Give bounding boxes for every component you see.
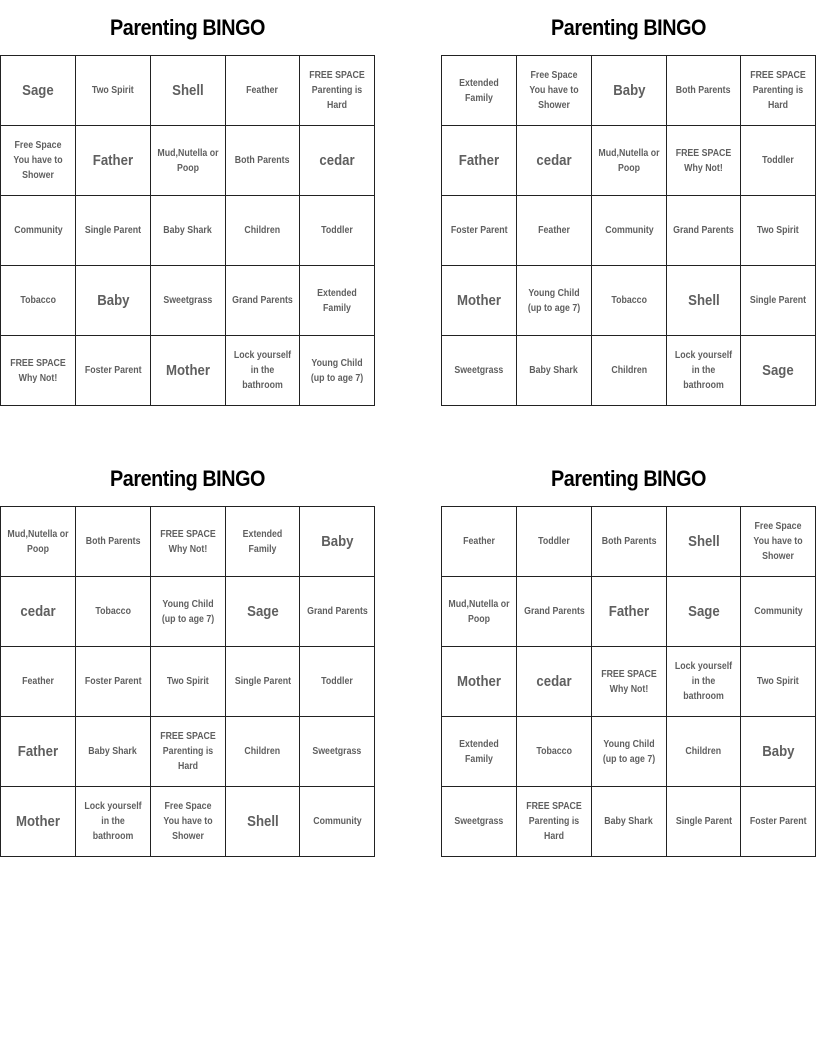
- bingo-cell: [76, 196, 151, 266]
- bingo-cell: [517, 647, 592, 717]
- bingo-cell: [667, 56, 741, 126]
- card-title: Parenting BINGO: [551, 466, 706, 491]
- bingo-cell-label: Toddler: [321, 225, 353, 236]
- bingo-cell: [442, 577, 517, 647]
- bingo-cell-label: Baby Shark: [163, 225, 213, 236]
- card-title: Parenting BINGO: [551, 15, 706, 40]
- bingo-cell-label: Children: [244, 225, 281, 236]
- bingo-card-2: [441, 0, 816, 406]
- bingo-cell: [517, 126, 592, 196]
- bingo-cell: [592, 56, 667, 126]
- bingo-cell-label: FREE SPACE Why Not!: [10, 357, 66, 384]
- bingo-cell-label: Extended Family: [459, 738, 499, 765]
- bingo-cell-label: Tobacco: [611, 295, 647, 306]
- bingo-cell: [226, 56, 300, 126]
- bingo-cell: [151, 577, 226, 647]
- bingo-cell: [1, 336, 76, 406]
- bingo-cell: [300, 647, 375, 717]
- bingo-cell: [226, 577, 300, 647]
- bingo-cell: [517, 787, 592, 857]
- bingo-cell: [76, 266, 151, 336]
- bingo-cell: [592, 717, 667, 787]
- bingo-card-4: [441, 451, 816, 857]
- bingo-cell: [151, 647, 226, 717]
- bingo-cell-label: Foster Parent: [749, 816, 807, 827]
- bingo-cell: [592, 336, 667, 406]
- bingo-cell-label: Both Parents: [676, 85, 731, 96]
- bingo-cell: [442, 126, 517, 196]
- bingo-cell: [667, 196, 741, 266]
- bingo-cell-label: Community: [753, 606, 803, 617]
- bingo-cell-label: Two Spirit: [92, 85, 134, 96]
- bingo-cell-label: Foster Parent: [84, 365, 142, 376]
- bingo-cell: [592, 126, 667, 196]
- bingo-cell: [517, 266, 592, 336]
- bingo-cell: [151, 126, 226, 196]
- bingo-cell: [300, 507, 375, 577]
- bingo-cell: [741, 56, 816, 126]
- bingo-cell-label: Father: [458, 152, 500, 169]
- bingo-cell-label: Two Spirit: [757, 676, 799, 687]
- bingo-cell: [226, 717, 300, 787]
- bingo-cell-label: Feather: [463, 536, 495, 547]
- bingo-cell: [667, 717, 741, 787]
- bingo-cell-label: Mother: [16, 813, 60, 830]
- bingo-cell: [517, 56, 592, 126]
- bingo-cell: [1, 717, 76, 787]
- bingo-cell-label: Lock yourself in the bathroom: [233, 350, 292, 391]
- bingo-cell-label: Two Spirit: [757, 225, 799, 236]
- bingo-cell-label: Sage: [22, 82, 54, 99]
- bingo-cell-label: Feather: [22, 676, 54, 687]
- bingo-cell: [300, 266, 375, 336]
- bingo-cell-label: Both Parents: [235, 155, 290, 166]
- bingo-cell-label: Sweetgrass: [454, 816, 504, 827]
- bingo-cell: [1, 196, 76, 266]
- bingo-cell: [741, 507, 816, 577]
- bingo-cell: [592, 266, 667, 336]
- bingo-cell: [667, 336, 741, 406]
- bingo-cell-label: Young Child (up to age 7): [161, 598, 215, 625]
- bingo-cell: [1, 126, 76, 196]
- bingo-cell: [76, 507, 151, 577]
- bingo-cell: [151, 196, 226, 266]
- bingo-cell-label: Grand Parents: [232, 295, 293, 306]
- bingo-cell-label: FREE SPACE Parenting is Hard: [160, 731, 216, 772]
- bingo-cell-label: Single Parent: [749, 295, 807, 306]
- bingo-cell: [226, 266, 300, 336]
- bingo-cell: [517, 336, 592, 406]
- bingo-cell: [442, 717, 517, 787]
- bingo-cell-label: Lock yourself in the bathroom: [674, 661, 733, 702]
- bingo-cell: [151, 717, 226, 787]
- bingo-cell-label: Free Space You have to Shower: [529, 70, 579, 111]
- bingo-cell: [741, 787, 816, 857]
- bingo-cell: [517, 196, 592, 266]
- bingo-cell: [76, 126, 151, 196]
- bingo-cell-label: Baby: [612, 82, 646, 99]
- bingo-cell-label: Mud,Nutella or Poop: [598, 147, 660, 174]
- bingo-cell: [741, 126, 816, 196]
- bingo-cell-label: Both Parents: [85, 536, 141, 547]
- bingo-cell-label: Father: [17, 743, 59, 760]
- bingo-cell: [667, 647, 741, 717]
- bingo-cell: [741, 717, 816, 787]
- bingo-cell-label: Shell: [246, 813, 279, 830]
- bingo-cell-label: Children: [611, 365, 647, 376]
- bingo-cell: [667, 577, 741, 647]
- bingo-cell-label: Free Space You have to Shower: [13, 140, 63, 181]
- bingo-cell: [76, 56, 151, 126]
- bingo-cell: [226, 787, 300, 857]
- bingo-cell-label: Feather: [246, 85, 279, 96]
- bingo-cell: [1, 507, 76, 577]
- bingo-grid: [441, 506, 816, 857]
- bingo-cell-label: Young Child (up to age 7): [310, 357, 364, 384]
- bingo-cell-label: Community: [13, 225, 63, 236]
- card-title: Parenting BINGO: [110, 15, 265, 40]
- bingo-cell-label: Baby: [320, 533, 354, 550]
- bingo-cell: [592, 647, 667, 717]
- bingo-cell-label: Grand Parents: [306, 606, 368, 617]
- bingo-cell: [300, 717, 375, 787]
- bingo-grid: [0, 506, 375, 857]
- bingo-cell: [667, 787, 741, 857]
- bingo-cell-label: Grand Parents: [673, 225, 734, 236]
- bingo-cell: [76, 787, 151, 857]
- bingo-cell: [667, 266, 741, 336]
- bingo-cell: [667, 126, 741, 196]
- bingo-grid: [441, 55, 816, 406]
- bingo-cell-label: Lock yourself in the bathroom: [674, 350, 733, 391]
- bingo-cell: [76, 336, 151, 406]
- bingo-cell-label: Young Child (up to age 7): [602, 738, 656, 765]
- bingo-cell: [592, 196, 667, 266]
- bingo-cell-label: cedar: [20, 603, 56, 620]
- bingo-cell-label: Community: [604, 225, 654, 236]
- bingo-cell: [741, 336, 816, 406]
- bingo-cell-label: Mud,Nutella or Poop: [157, 147, 219, 174]
- bingo-cell-label: Extended Family: [242, 528, 283, 555]
- bingo-cell: [442, 196, 517, 266]
- bingo-cell-label: Shell: [172, 82, 204, 99]
- bingo-cell-label: FREE SPACE Why Not!: [675, 147, 732, 174]
- bingo-cell: [151, 787, 226, 857]
- bingo-cell-label: Grand Parents: [523, 606, 585, 617]
- bingo-cell: [741, 647, 816, 717]
- bingo-cell-label: Single Parent: [234, 676, 291, 687]
- bingo-cell-label: Children: [244, 746, 281, 757]
- bingo-cell-label: Toddler: [538, 536, 570, 547]
- bingo-cell-label: FREE SPACE Parenting is Hard: [750, 70, 806, 111]
- bingo-cell-label: Feather: [538, 225, 570, 236]
- bingo-cell: [300, 787, 375, 857]
- bingo-cell: [741, 196, 816, 266]
- bingo-cell-label: cedar: [536, 152, 572, 169]
- bingo-cell-label: cedar: [319, 152, 355, 169]
- bingo-cell: [151, 336, 226, 406]
- bingo-cell: [226, 647, 300, 717]
- bingo-cell-label: FREE SPACE Parenting is Hard: [526, 801, 582, 842]
- bingo-cell-label: Young Child (up to age 7): [527, 287, 581, 314]
- bingo-cell: [226, 336, 300, 406]
- bingo-cell: [151, 266, 226, 336]
- bingo-cell-label: Free Space You have to Shower: [163, 801, 213, 842]
- bingo-cell-label: Tobacco: [20, 295, 56, 306]
- bingo-cell-label: Mud,Nutella or Poop: [7, 528, 69, 555]
- bingo-cell-label: Shell: [687, 533, 720, 550]
- bingo-cell: [592, 577, 667, 647]
- bingo-cell-label: Shell: [687, 292, 720, 309]
- bingo-cell: [300, 196, 375, 266]
- bingo-cell: [442, 787, 517, 857]
- bingo-cell-label: Baby Shark: [604, 816, 654, 827]
- bingo-cell-label: Two Spirit: [167, 676, 209, 687]
- bingo-cell-label: FREE SPACE Why Not!: [160, 528, 216, 555]
- bingo-cell-label: Father: [608, 603, 650, 620]
- bingo-cell-label: Toddler: [321, 676, 353, 687]
- bingo-cell: [1, 577, 76, 647]
- bingo-cell: [1, 266, 76, 336]
- bingo-cell-label: Extended Family: [317, 287, 357, 314]
- bingo-cell: [592, 507, 667, 577]
- bingo-cell: [300, 577, 375, 647]
- bingo-cell: [151, 56, 226, 126]
- bingo-card-3: [0, 451, 375, 857]
- bingo-cell: [300, 56, 375, 126]
- bingo-cell: [76, 577, 151, 647]
- bingo-cell: [442, 56, 517, 126]
- bingo-cell-label: Children: [685, 746, 722, 757]
- bingo-cell-label: Single Parent: [675, 816, 732, 827]
- bingo-cell: [741, 266, 816, 336]
- bingo-cell-label: Sweetgrass: [163, 295, 213, 306]
- bingo-cell-label: Baby Shark: [88, 746, 138, 757]
- bingo-cell: [442, 336, 517, 406]
- bingo-grid: [0, 55, 375, 406]
- bingo-cell-label: Single Parent: [84, 225, 142, 236]
- bingo-cell: [226, 507, 300, 577]
- bingo-cell-label: Mother: [457, 292, 501, 309]
- bingo-cell-label: Foster Parent: [84, 676, 142, 687]
- bingo-cell-label: Tobacco: [536, 746, 572, 757]
- bingo-cell-label: Both Parents: [601, 536, 657, 547]
- bingo-cell: [1, 787, 76, 857]
- bingo-cell-label: Mud,Nutella or Poop: [448, 598, 510, 625]
- bingo-cell: [517, 717, 592, 787]
- bingo-cell: [741, 577, 816, 647]
- bingo-cell-label: Father: [92, 152, 134, 169]
- bingo-cell-label: Extended Family: [459, 77, 499, 104]
- bingo-cell: [442, 647, 517, 717]
- bingo-cell-label: Community: [312, 816, 362, 827]
- bingo-cell: [517, 507, 592, 577]
- bingo-cell-label: cedar: [536, 673, 572, 690]
- bingo-card-1: [0, 0, 375, 406]
- bingo-cell-label: Sage: [687, 603, 720, 620]
- bingo-cell-label: Sage: [246, 603, 279, 620]
- bingo-cell: [226, 126, 300, 196]
- bingo-cell-label: Free Space You have to Shower: [753, 521, 803, 562]
- bingo-cell-label: Sage: [762, 362, 794, 379]
- bingo-cell: [442, 507, 517, 577]
- bingo-cell-label: Mother: [166, 362, 210, 379]
- bingo-cell: [151, 507, 226, 577]
- bingo-cell: [300, 126, 375, 196]
- bingo-cell: [1, 647, 76, 717]
- bingo-cell: [76, 717, 151, 787]
- bingo-cell: [517, 577, 592, 647]
- bingo-cell: [442, 266, 517, 336]
- bingo-cell-label: Sweetgrass: [454, 365, 504, 376]
- card-title: Parenting BINGO: [110, 466, 265, 491]
- bingo-cell-label: Baby: [761, 743, 795, 760]
- bingo-cell-label: Toddler: [762, 155, 794, 166]
- bingo-cell: [226, 196, 300, 266]
- bingo-cell-label: Sweetgrass: [312, 746, 362, 757]
- bingo-cell-label: FREE SPACE Why Not!: [601, 668, 657, 695]
- bingo-cell-label: Lock yourself in the bathroom: [84, 801, 142, 842]
- bingo-cell-label: FREE SPACE Parenting is Hard: [309, 70, 365, 111]
- bingo-cell: [300, 336, 375, 406]
- bingo-cell-label: Tobacco: [95, 606, 131, 617]
- bingo-cell: [667, 507, 741, 577]
- bingo-cell: [592, 787, 667, 857]
- bingo-cell-label: Mother: [457, 673, 501, 690]
- bingo-cell-label: Baby: [96, 292, 130, 309]
- bingo-cell: [1, 56, 76, 126]
- bingo-cell-label: Foster Parent: [450, 225, 508, 236]
- bingo-cell: [76, 647, 151, 717]
- bingo-cell-label: Baby Shark: [529, 365, 579, 376]
